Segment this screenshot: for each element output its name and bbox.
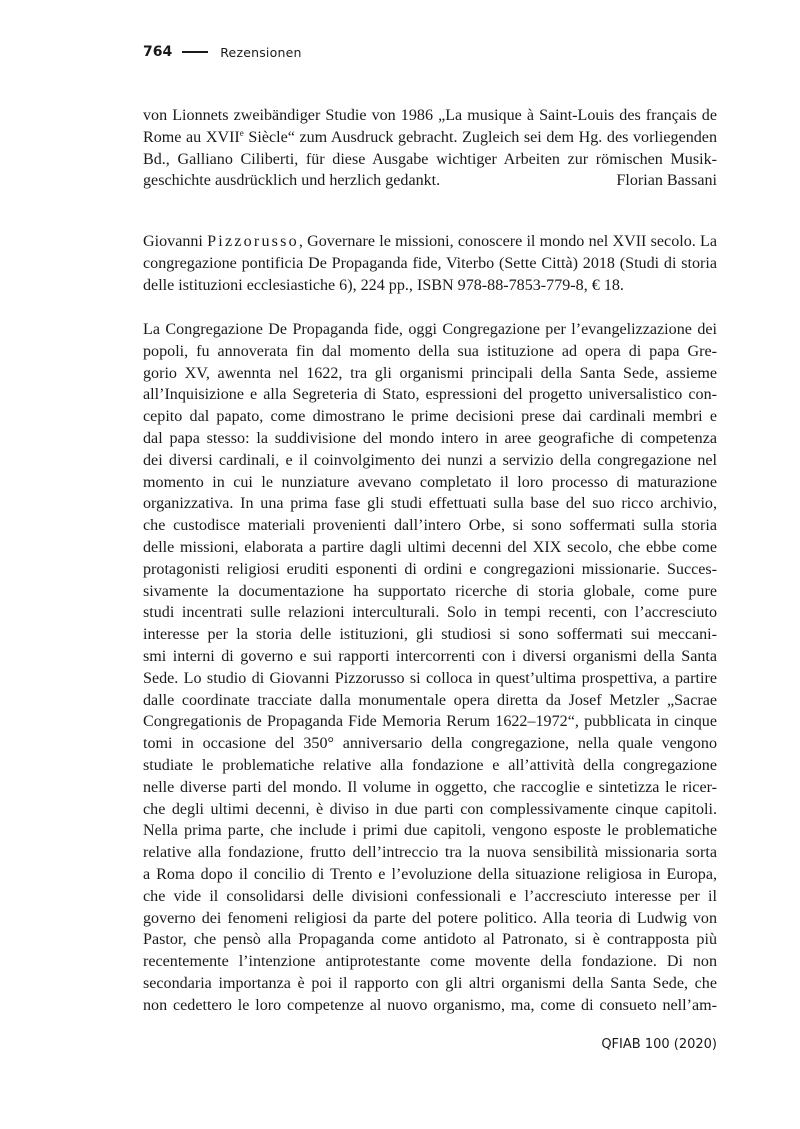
body-line: tomi in occasione del 350° anniversario della congregazione, nella quale vengono [143,735,717,753]
body-line: delle missioni, elaborata a partire dagli ultimi decenni del XIX secolo, che ebbe come [143,538,717,556]
previous-review-ending [143,105,717,192]
body-line: gorio XV, awennta nel 1622, tra gli organismi principali della Santa Sede, assieme [143,364,717,382]
superscript: e [239,127,244,138]
body-line: dal papa stesso: la suddivisione del mondo intero in aree geografiche di competenza [143,429,717,447]
review-body [143,319,717,1017]
body-line: sivamente la documentazione ha supportato ricerche di storia globale, come pure [143,582,717,600]
author-first-name: Giovanni [143,233,208,250]
body-line: protagonisti religiosi eruditi esponenti di ordini e congregazioni missionarie. Succes- [143,560,717,578]
book-citation [143,231,717,296]
body-line: La Congregazione De Propaganda fide, oggi Congregazione per l’evangelizzazione dei [143,321,717,338]
text-line: congregazione pontificia De Propaganda fide, Viterbo (Sette Città) 2018 (Studi di storia [143,254,717,272]
body-line: che vide il consolidarsi delle divisioni confessionali e l’accresciuto interesse per il [143,887,717,905]
body-line: studi incentrati sulle relazioni interculturali. Solo in tempi recenti, con l’accresciuto [143,604,717,622]
body-line: momento in cui le nunziature avevano completato il loro processo di maturazione [143,473,717,491]
author-last-name: Pizzorusso [207,233,299,250]
body-line: non cedettero le loro competenze al nuovo organismo, ma, come di consueto nell’am- [143,996,717,1014]
body-line: a Roma dopo il concilio di Trento e l’evoluzione della situazione religiosa in Europa, [143,865,717,883]
body-line: Pastor, che pensò alla Propaganda come antidoto al Patronato, si è contrapposta più [143,931,717,949]
body-line: organizzativa. In una prima fase gli studi effettuati sulla base del suo ricco archivio, [143,495,717,513]
body-line: governo dei fenomeni religiosi da parte del potere politico. Alla teoria di Ludwig von [143,909,717,927]
body-line: studiate le problematiche relative alla fondazione e all’attività della congregazione [143,756,717,774]
body-line: Nella prima parte, che include i primi due capitoli, vengono esposte le problematiche [143,822,717,840]
body-line: recentemente l’intenzione antiprotestante come movente della fondazione. Di non [143,953,717,971]
body-line: smi interni di governo e sui rapporti intercorrenti con i diversi organismi della Santa [143,647,717,665]
running-header [143,44,302,60]
body-line: all’Inquisizione e alla Segreteria di Stato, espressioni del progetto universalistico con- [143,386,717,404]
body-line: che degli ultimi decenni, è diviso in due parti con complessivamente cinque capitoli. [143,800,717,818]
body-line: dei diversi cardinali, e il coinvolgimento dei nunzi a servizio della congregazione nel [143,451,717,469]
body-line: nelle diverse parti del mondo. Il volume in oggetto, che raccoglie e sintetizza le ricer- [143,778,717,796]
body-line: interesse per la storia delle istituzioni, gli studiosi si sono soffermati sui meccani- [143,626,717,644]
body-line: secondaria importanza è poi il rapporto con gli altri organismi della Santa Sede, che [143,974,717,992]
journal-footer: QFIAB 100 (2020) [601,1037,717,1052]
header-dash [182,51,208,53]
body-line: dalle coordinate tracciate dalla monumentale opera diretta da Josef Metzler „Sacrae [143,691,717,709]
text-line: von Lionnets zweibändiger Studie von 1986 „La musique à Saint-Louis des français de [143,107,717,124]
text-line: Bd., Galliano Ciliberti, für diese Ausgabe wichtiger Arbeiten zur römischen Musik- [143,150,717,168]
body-line: popoli, fu annoverata fin dal momento della sua istituzione ad opera di papa Gre- [143,342,717,360]
body-line: Congregationis de Propaganda Fide Memoria Rerum 1622–1972“, pubblicata in cinque [143,713,717,731]
page-number: 764 [143,44,173,60]
body-line: cepito dal papato, come dimostrano le prime decisioni prese dai cardinali membri e [143,408,717,426]
reviewer-name: Florian Bassani [616,172,717,190]
running-head-title: Rezensionen [220,44,302,60]
closing-sentence: geschichte ausdrücklich und herzlich gedankt. [143,172,441,190]
body-line: relative alla fondazione, frutto dell’intreccio tra la nuova sensibilità missionaria sorta [143,844,717,862]
body-line: Sede. Lo studio di Giovanni Pizzorusso si colloca in quest’ultima prospettiva, a partire [143,669,717,687]
body-line: che custodisce materiali provenienti dall’intero Orbe, si sono soffermati sulla storia [143,517,717,535]
text-line: delle istituzioni ecclesiastiche 6), 224 pp., ISBN 978-88-7853-779-8, € 18. [143,276,624,294]
text-line: Rome au XVIIe Siècle“ zum Ausdruck gebracht. Zugleich sei dem Hg. des vorliegenden [143,127,717,146]
text-line: Giovanni Pizzorusso, Governare le missioni, conoscere il mondo nel XVII secolo. La [143,233,717,250]
text-line [143,170,717,192]
